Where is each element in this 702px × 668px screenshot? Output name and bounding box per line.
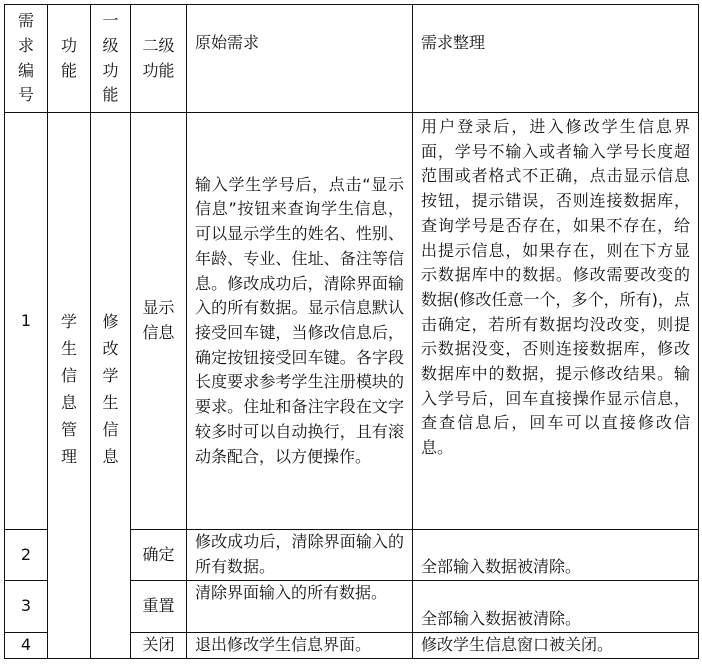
original-requirement: 修改成功后，清除界面输入的所有数据。 bbox=[187, 530, 413, 581]
header-organized: 需求整理 bbox=[413, 5, 699, 113]
header-req-id: 需求编号 bbox=[5, 5, 48, 113]
requirements-table bbox=[4, 4, 699, 659]
header-level2: 二级功能 bbox=[131, 5, 187, 113]
header-row bbox=[5, 5, 699, 113]
original-requirement: 清除界面输入的所有数据。 bbox=[187, 581, 413, 633]
row-id: 2 bbox=[5, 530, 48, 581]
row-id: 1 bbox=[5, 113, 48, 530]
function-cell bbox=[48, 113, 91, 659]
header-original: 原始需求 bbox=[187, 5, 413, 113]
level2-cell: 关闭 bbox=[131, 633, 187, 659]
level2-cell: 确定 bbox=[131, 530, 187, 581]
level2-cell: 重置 bbox=[131, 581, 187, 633]
function-label: 学生信息管理 bbox=[60, 312, 77, 466]
organized-requirement: 全部输入数据被清除。 bbox=[413, 581, 699, 633]
organized-requirement: 全部输入数据被清除。 bbox=[413, 530, 699, 581]
row-id: 4 bbox=[5, 633, 48, 659]
level2-cell: 显示信息 bbox=[131, 113, 187, 530]
organized-requirement: 修改学生信息窗口被关闭。 bbox=[413, 633, 699, 659]
original-requirement: 退出修改学生信息界面。 bbox=[187, 633, 413, 659]
level1-label: 修改学生信息 bbox=[102, 312, 119, 466]
level1-cell bbox=[91, 113, 131, 659]
organized-requirement: 用户登录后，进入修改学生信息界面，学号不输入或者输入学号长度超范围或者格式不正确，点击显示信息按钮，提示错误，否则连接数据库，查询学号是否存在，如果不存在，给出提示信息，如果存在，则在下方显示数据库中的数据。修改需要改变的数据(修改任意一个，多个，所有)，点击确定，若所有数据均没改变，则提示数据没变，否则连接数据库，修改数据库中的数据，提示修改结果。输入学号后，回车直接操作显示信息，查查信息后，回车可以直接修改信息。 bbox=[413, 113, 699, 530]
header-function: 功能 bbox=[48, 5, 91, 113]
table-row bbox=[5, 113, 699, 530]
row-id: 3 bbox=[5, 581, 48, 633]
header-level1: 一级功能 bbox=[91, 5, 131, 113]
original-requirement: 输入学生学号后，点击“显示信息”按钮来查询学生信息，可以显示学生的姓名、性别、年龄、专业、住址、备注等信息。修改成功后，清除界面输入的所有数据。显示信息默认接受回车键，当修改信息后，确定按钮接受回车键。各字段长度要求参考学生注册模块的要求。住址和备注字段在文字较多时可以自动换行，且有滚动条配合，以方便操作。 bbox=[187, 113, 413, 530]
